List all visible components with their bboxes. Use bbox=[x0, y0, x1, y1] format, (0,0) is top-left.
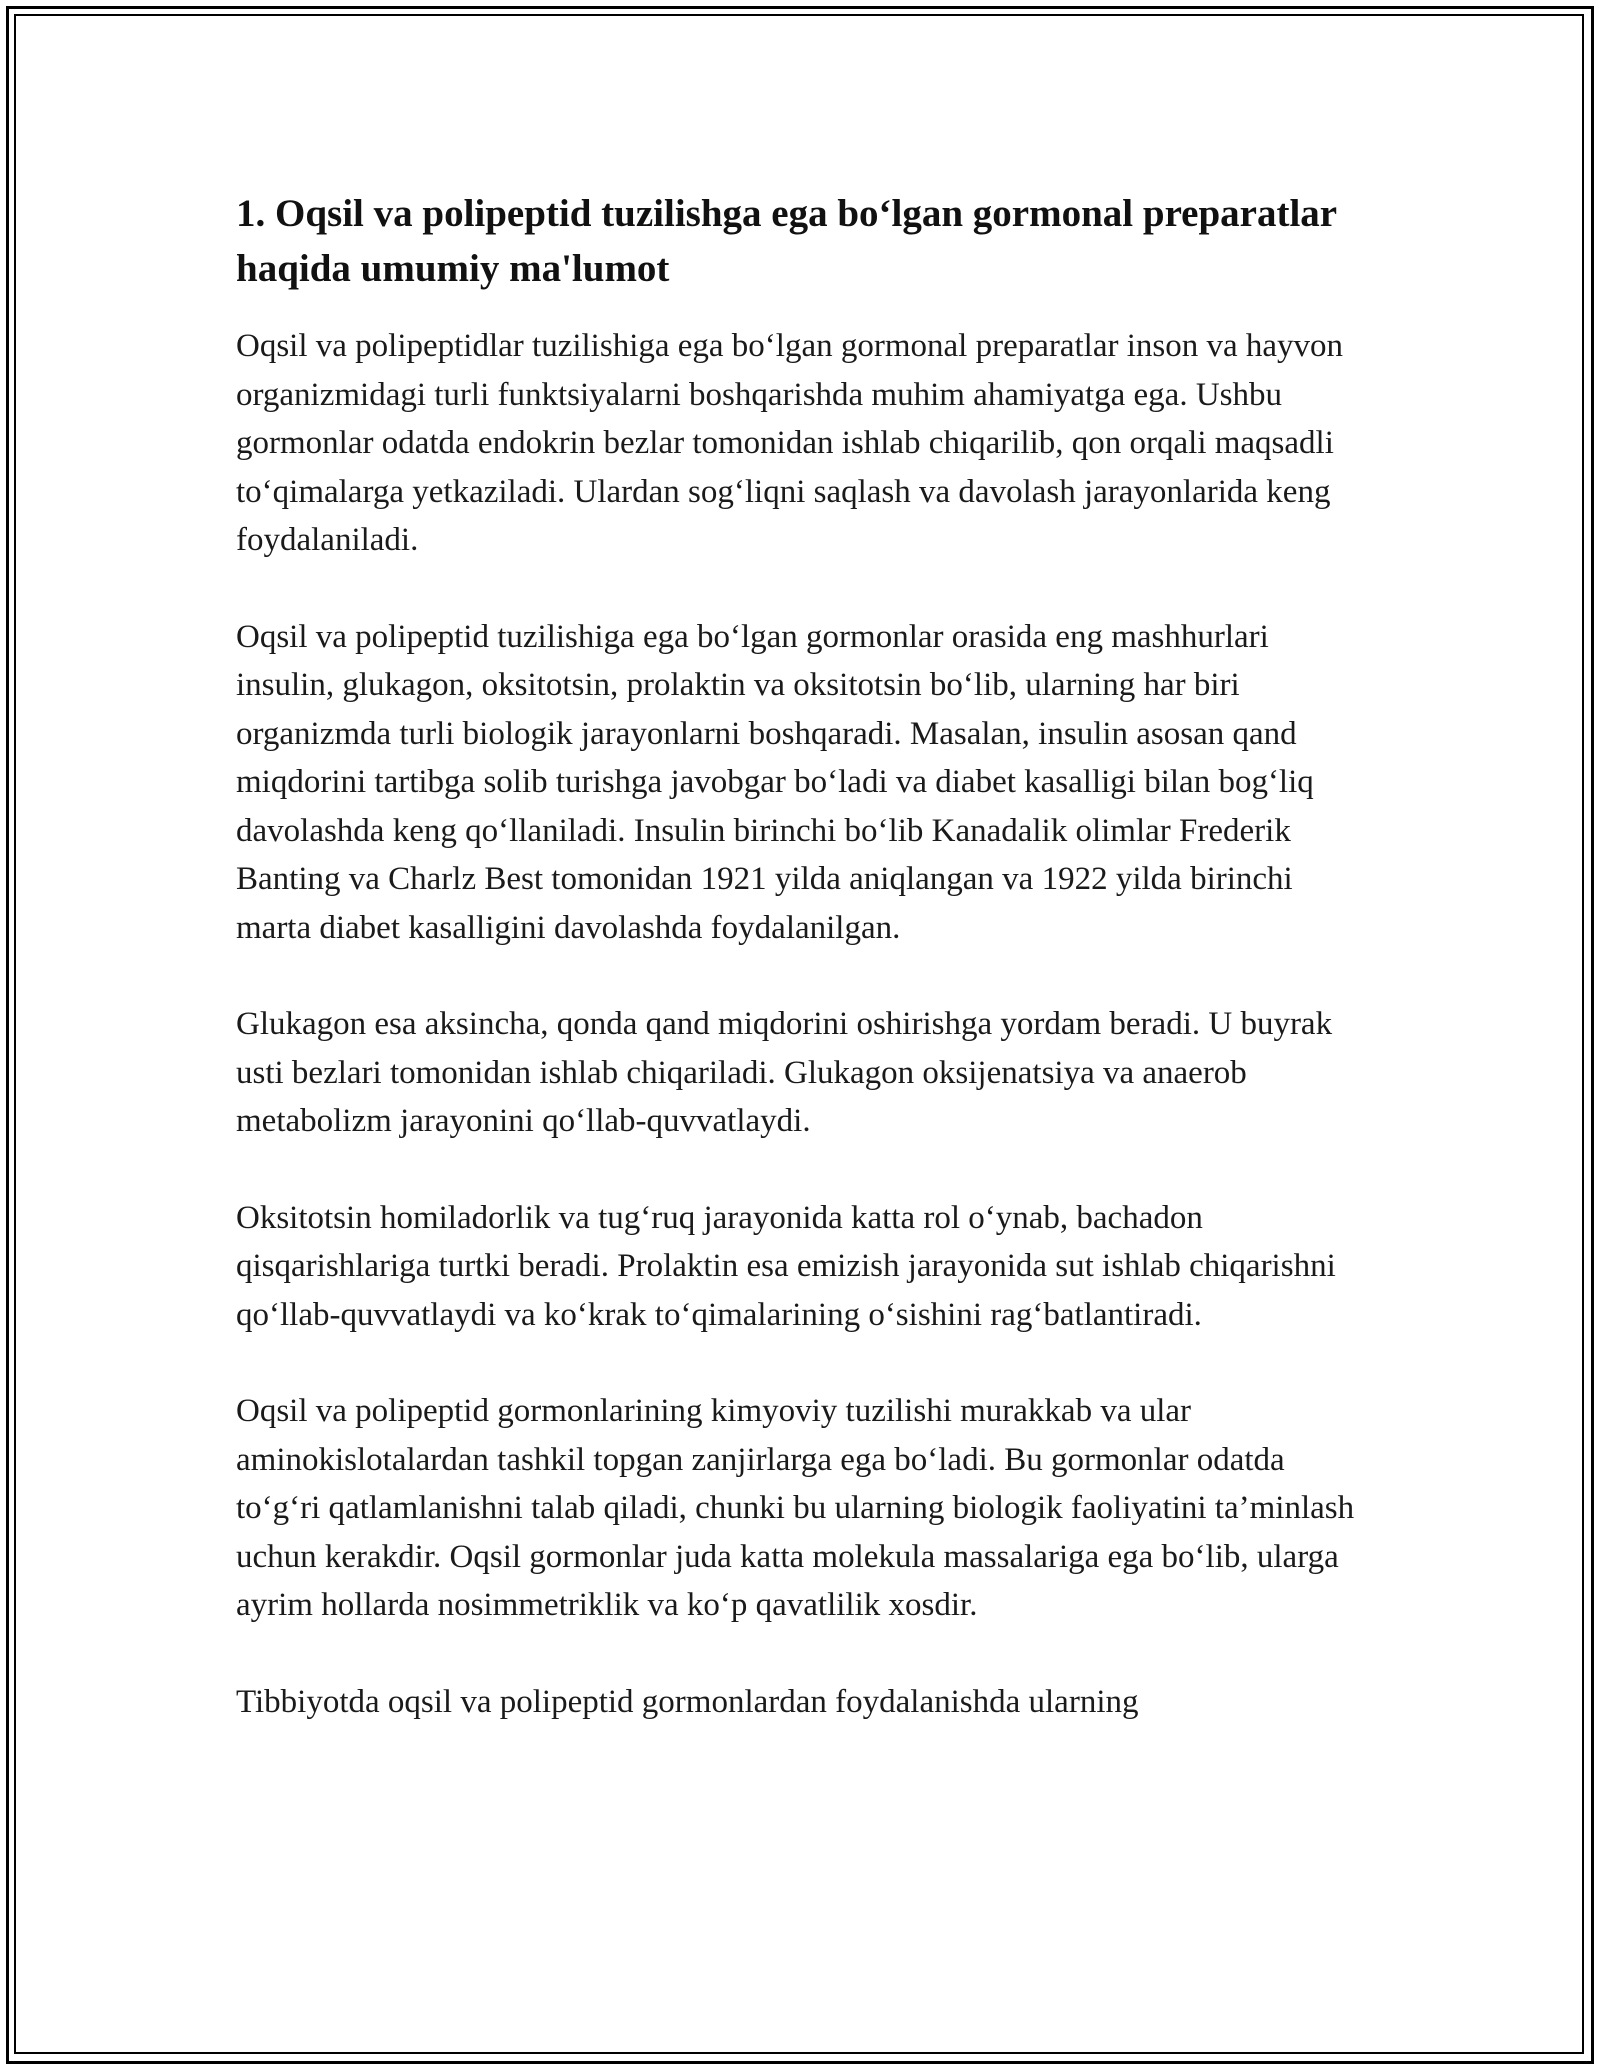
paragraph-intro: Oqsil va polipeptidlar tuzilishiga ega bo‘lgan gormonal preparatlar inson va hayvon organizmidagi turli funktsiyalarni boshqarishda muhim ahamiyatga ega. Ushbu gormonlar odatda endokrin bezlar tomonidan ishlab chiqarilib, qon orqali maqsadli to‘qimalarga yetkaziladi. Ulardan sog‘liqni saqlash va davolash jarayonlarida keng foydalaniladi. bbox=[236, 328, 1344, 558]
paragraph-chemical-structure: Oqsil va polipeptid gormonlarining kimyoviy tuzilishi murakkab va ular aminokislotalardan tashkil topgan zanjirlarga ega bo‘ladi. Bu gormonlar odatda to‘g‘ri qatlamlanishni talab qiladi, chunki bu ularning biologik faoliyatini ta’minlash uchun kerakdir. Oqsil gormonlar juda katta molekula massalariga ega bo‘lib, ularga ayrim hollarda nosimmetriklik va ko‘p qavatlilik xosdir. bbox=[236, 1393, 1355, 1623]
paragraph-medicine-use: Tibbiyotda oqsil va polipeptid gormonlardan foydalanishda ularning bbox=[236, 1683, 1139, 1720]
paragraph-hormone-examples: Oqsil va polipeptid tuzilishiga ega bo‘lgan gormonlar orasida eng mashhurlari insulin, glukagon, oksitotsin, prolaktin va oksitotsin bo‘lib, ularning har biri organizmda turli biologik jarayonlarni boshqaradi. Masalan, insulin asosan qand miqdorini tartibga solib turishga javobgar bo‘ladi va diabet kasalligi bilan bog‘liq davolashda keng qo‘llaniladi. Insulin birinchi bo‘lib Kanadalik olimlar Frederik Banting va Charlz Best tomonidan 1921 yilda aniqlangan va 1922 yilda birinchi marta diabet kasalligini davolashda foydalanilgan. bbox=[236, 618, 1314, 946]
section-heading: 1. Oqsil va polipeptid tuzilishga ega bo‘lgan gormonal preparatlar haqida umumiy ma'lumot bbox=[236, 192, 1337, 290]
document-body bbox=[236, 186, 1366, 1774]
paragraph-glucagon: Glukagon esa aksincha, qonda qand miqdorini oshirishga yordam beradi. U buyrak usti bezlari tomonidan ishlab chiqariladi. Glukagon oksijenatsiya va anaerob metabolizm jarayonini qo‘llab-quvvatlaydi. bbox=[236, 1006, 1333, 1139]
paragraph-oxytocin-prolactin: Oksitotsin homiladorlik va tug‘ruq jarayonida katta rol o‘ynab, bachadon qisqarishlariga turtki beradi. Prolaktin esa emizish jarayonida sut ishlab chiqarishni qo‘llab-quvvatlaydi va ko‘krak to‘qimalarining o‘sishini rag‘batlantiradi. bbox=[236, 1199, 1336, 1333]
